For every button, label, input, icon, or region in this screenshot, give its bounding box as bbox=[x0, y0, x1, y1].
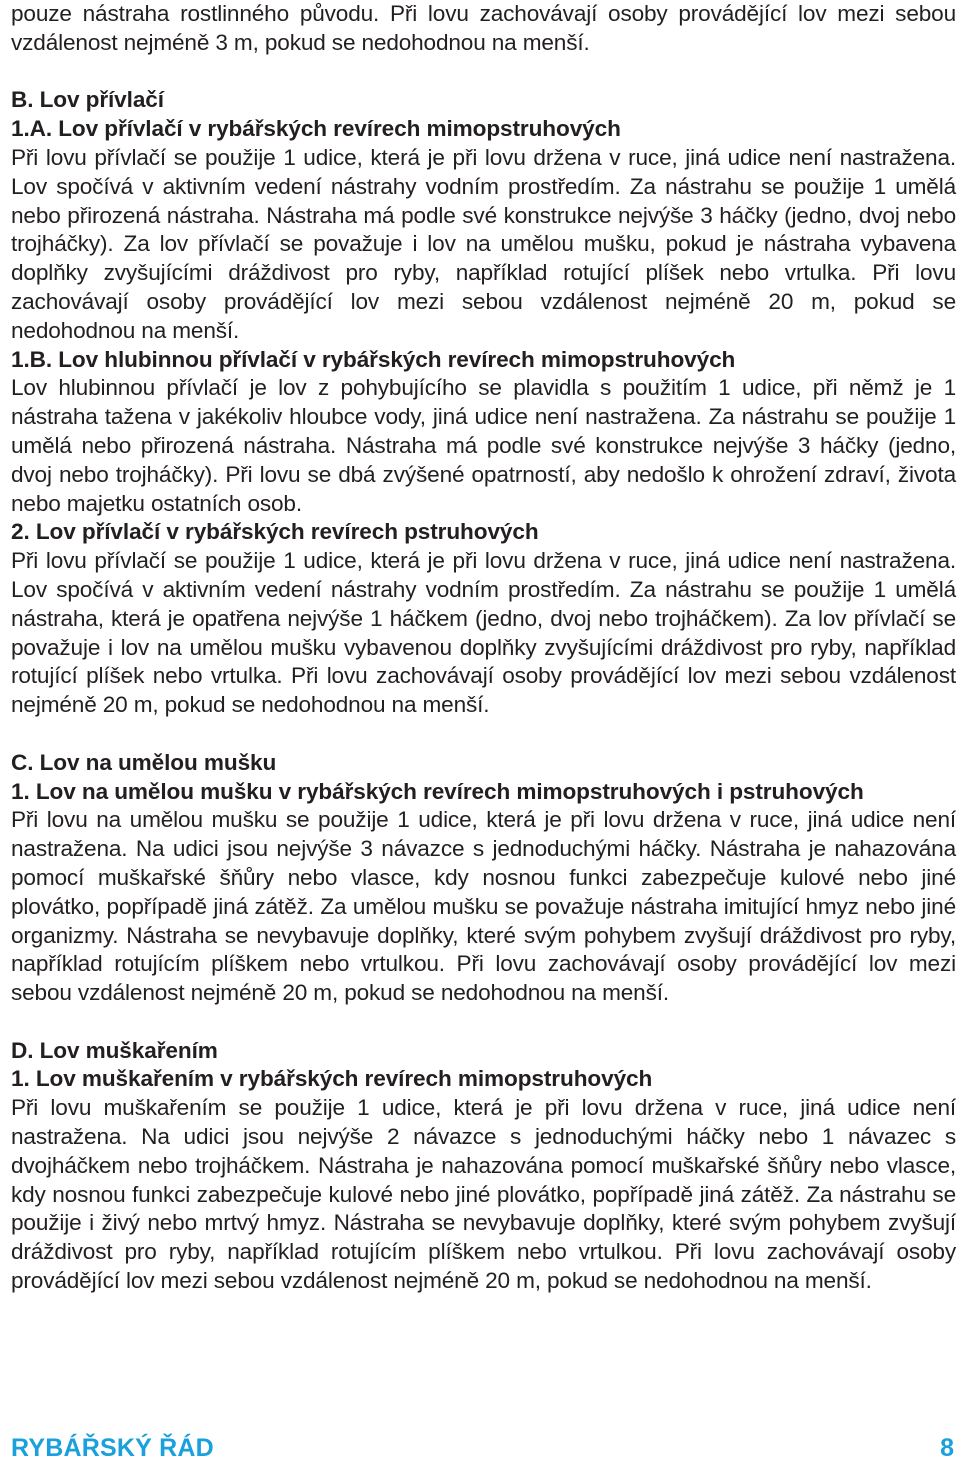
page-number: 8 bbox=[940, 1434, 954, 1462]
paragraph-1b: Lov hlubinnou přívlačí je lov z pohybujícího se plavidla s použitím 1 udice, při němž je 1 nástraha tažena v jakékoliv hloubce vody, jiná udice není nastražena. Za nástrahu se použije 1 umělá nebo přirozená nástraha. Nástraha má podle své konstrukce nejvýše 3 háčky (jedno, dvoj nebo trojháčky). Při lovu se dbá zvýšené opatrností, aby nedošlo k ohrožení zdraví, života nebo majetku ostatních osob. bbox=[11, 375, 956, 516]
subsection-heading-1b: 1.B. Lov hlubinnou přívlačí v rybářských revírech mimopstruhových bbox=[11, 346, 736, 372]
paragraph-d1: Při lovu muškařením se použije 1 udice, která je při lovu držena v ruce, jiná udice není nastražena. Na udici jsou nejvýše 2 návazce s jednoduchými háčky nebo 1 návazec s dvojháčkem nebo trojháčkem. Nástraha je nahazována pomocí muškařské šňůry nebo vlasce, kdy nosnou funkci zabezpečuje kulové nebo jiné plovátko, popřípadě jiná zátěž. Za nástrahu se použije i živý nebo mrtvý hmyz. Nástraha se nevybavuje doplňky, které svým pohybem zvyšují dráždivost pro ryby, například rotujícím plíškem nebo vrtulkou. Při lovu zachovávají osoby provádějící lov mezi sebou vzdálenost nejméně 20 m, pokud se nedohodnou na menší. bbox=[11, 1095, 956, 1294]
paragraph-2: Při lovu přívlačí se použije 1 udice, která je při lovu držena v ruce, jiná udice není nastražena. Lov spočívá v aktivním vedení nástrahy vodním prostředím. Za nástrahu se použije 1 umělá nástraha, která je opatřena nejvýše 1 háčkem (jedno, dvoj nebo trojháčkem). Za lov přívlačí se považuje i lov na umělou mušku vybavenou doplňky zvyšujícími dráždivost pro ryby, například rotující plíšek nebo vrtulka. Při lovu zachovávají osoby provádějící lov mezi sebou vzdálenost nejméně 20 m, pokud se nedohodnou na menší. bbox=[11, 548, 956, 718]
subsection-heading-2: 2. Lov přívlačí v rybářských revírech pstruhových bbox=[11, 519, 539, 545]
intro-paragraph: pouze nástraha rostlinného původu. Při lovu zachovávají osoby provádějící lov mezi sebou vzdálenost nejméně 3 m, pokud se nedohodnou na menší. bbox=[11, 1, 956, 55]
paragraph-c1: Při lovu na umělou mušku se použije 1 udice, která je při lovu držena v ruce, jiná udice není nastražena. Na udici jsou nejvýše 3 návazce s jednoduchými háčky. Nástraha je nahazována pomocí muškařské šňůry nebo vlasce, kdy nosnou funkci zabezpečuje kulové nebo jiné plovátko, popřípadě jiná zátěž. Za umělou mušku se považuje nástraha imitující hmyz nebo jiné organizmy. Nástraha se nevybavuje doplňky, které svým pohybem zvyšují dráždivost pro ryby, například rotujícím plíškem nebo vrtulkou. Při lovu zachovávají osoby provádějící lov mezi sebou vzdálenost nejméně 20 m, pokud se nedohodnou na menší. bbox=[11, 807, 956, 1006]
paragraph-1a: Při lovu přívlačí se použije 1 udice, která je při lovu držena v ruce, jiná udice není nastražena. Lov spočívá v aktivním vedení nástrahy vodním prostředím. Za nástrahu se použije 1 umělá nebo přirozená nástraha. Nástraha má podle své konstrukce nejvýše 3 háčky (jedno, dvoj nebo trojháčky). Za lov přívlačí se považuje i lov na umělou mušku, pokud je nástraha vybavena doplňky zvyšujícími dráždivost pro ryby, například rotující plíšek nebo vrtulka. Při lovu zachovávají osoby provádějící lov mezi sebou vzdálenost nejméně 20 m, pokud se nedohodnou na menší. bbox=[11, 144, 956, 343]
spacer bbox=[11, 720, 956, 749]
document-body bbox=[11, 0, 956, 1296]
subsection-heading-1a: 1.A. Lov přívlačí v rybářských revírech mimopstruhových bbox=[11, 116, 621, 142]
spacer bbox=[11, 58, 956, 87]
section-heading-b: B. Lov přívlačí bbox=[11, 87, 164, 113]
section-heading-d: D. Lov muškařením bbox=[11, 1037, 218, 1063]
subsection-heading-d1: 1. Lov muškařením v rybářských revírech mimopstruhových bbox=[11, 1066, 653, 1092]
spacer bbox=[11, 1008, 956, 1037]
footer-title: RYBÁŘSKÝ ŘÁD bbox=[11, 1434, 214, 1462]
subsection-heading-c1: 1. Lov na umělou mušku v rybářských revírech mimopstruhových i pstruhových bbox=[11, 778, 864, 804]
section-heading-c: C. Lov na umělou mušku bbox=[11, 749, 277, 775]
